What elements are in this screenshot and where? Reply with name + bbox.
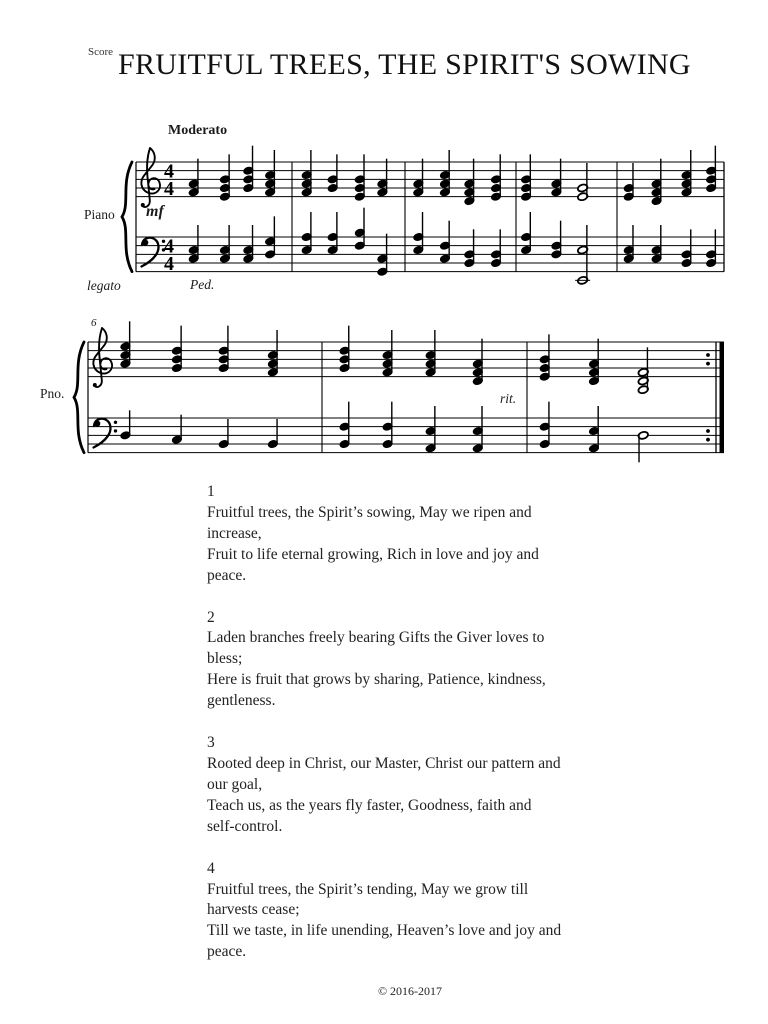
verse-line: Fruitful trees, the Spirit’s tending, May we grow till [207,880,529,898]
rit-marking: rit. [500,391,517,406]
verse-line: Teach us, as the years fly faster, Goodness, faith and [207,796,532,814]
instrument-label-pno: Pno. [40,386,65,401]
verse-line: increase, [207,524,262,542]
svg-text:4: 4 [164,160,174,183]
score-label: Score [88,46,114,58]
svg-text:4: 4 [164,178,174,200]
verse-1 [207,482,561,587]
legato-marking: legato [87,278,121,293]
svg-text:4: 4 [164,235,174,258]
verse-number: 4 [207,859,215,877]
verse-line: our goal, [207,775,263,793]
verse-line: Here is fruit that grows by sharing, Patience, kindness, [207,671,546,689]
verse-line: self-control. [207,817,283,835]
verse-4 [207,859,561,964]
verse-line: peace. [207,566,247,584]
verse-3 [207,733,561,838]
verse-number: 2 [207,608,215,626]
verse-line: peace. [207,943,247,961]
copyright-notice: © 2016-2017 [377,984,443,998]
dynamic-marking-mf: mf [146,203,164,220]
tempo-marking: Moderato [168,123,228,138]
lyrics-block [207,482,561,984]
verse-2 [207,608,561,713]
verse-line: harvests cease; [207,901,300,919]
verse-number: 1 [207,483,215,500]
verse-line: Rooted deep in Christ, our Master, Christ our pattern and [207,754,561,772]
pedal-marking: Ped. [190,277,215,292]
measure-number: 6 [91,317,97,329]
verse-line: Fruit to life eternal growing, Rich in love and joy and [207,545,539,563]
page-title: FRUITFUL TREES, THE SPIRIT'S SOWING [118,48,691,81]
verse-line: Till we taste, in life unending, Heaven’s love and joy and [207,922,562,940]
verse-line: Laden branches freely bearing Gifts the Giver loves to [207,629,545,647]
verse-line: gentleness. [207,692,276,710]
verse-line: Fruitful trees, the Spirit’s sowing, May we ripen and [207,503,532,521]
verse-line: bless; [207,650,243,668]
verse-number: 3 [207,734,215,752]
instrument-label-piano: Piano [84,207,115,222]
svg-text:4: 4 [164,253,174,275]
